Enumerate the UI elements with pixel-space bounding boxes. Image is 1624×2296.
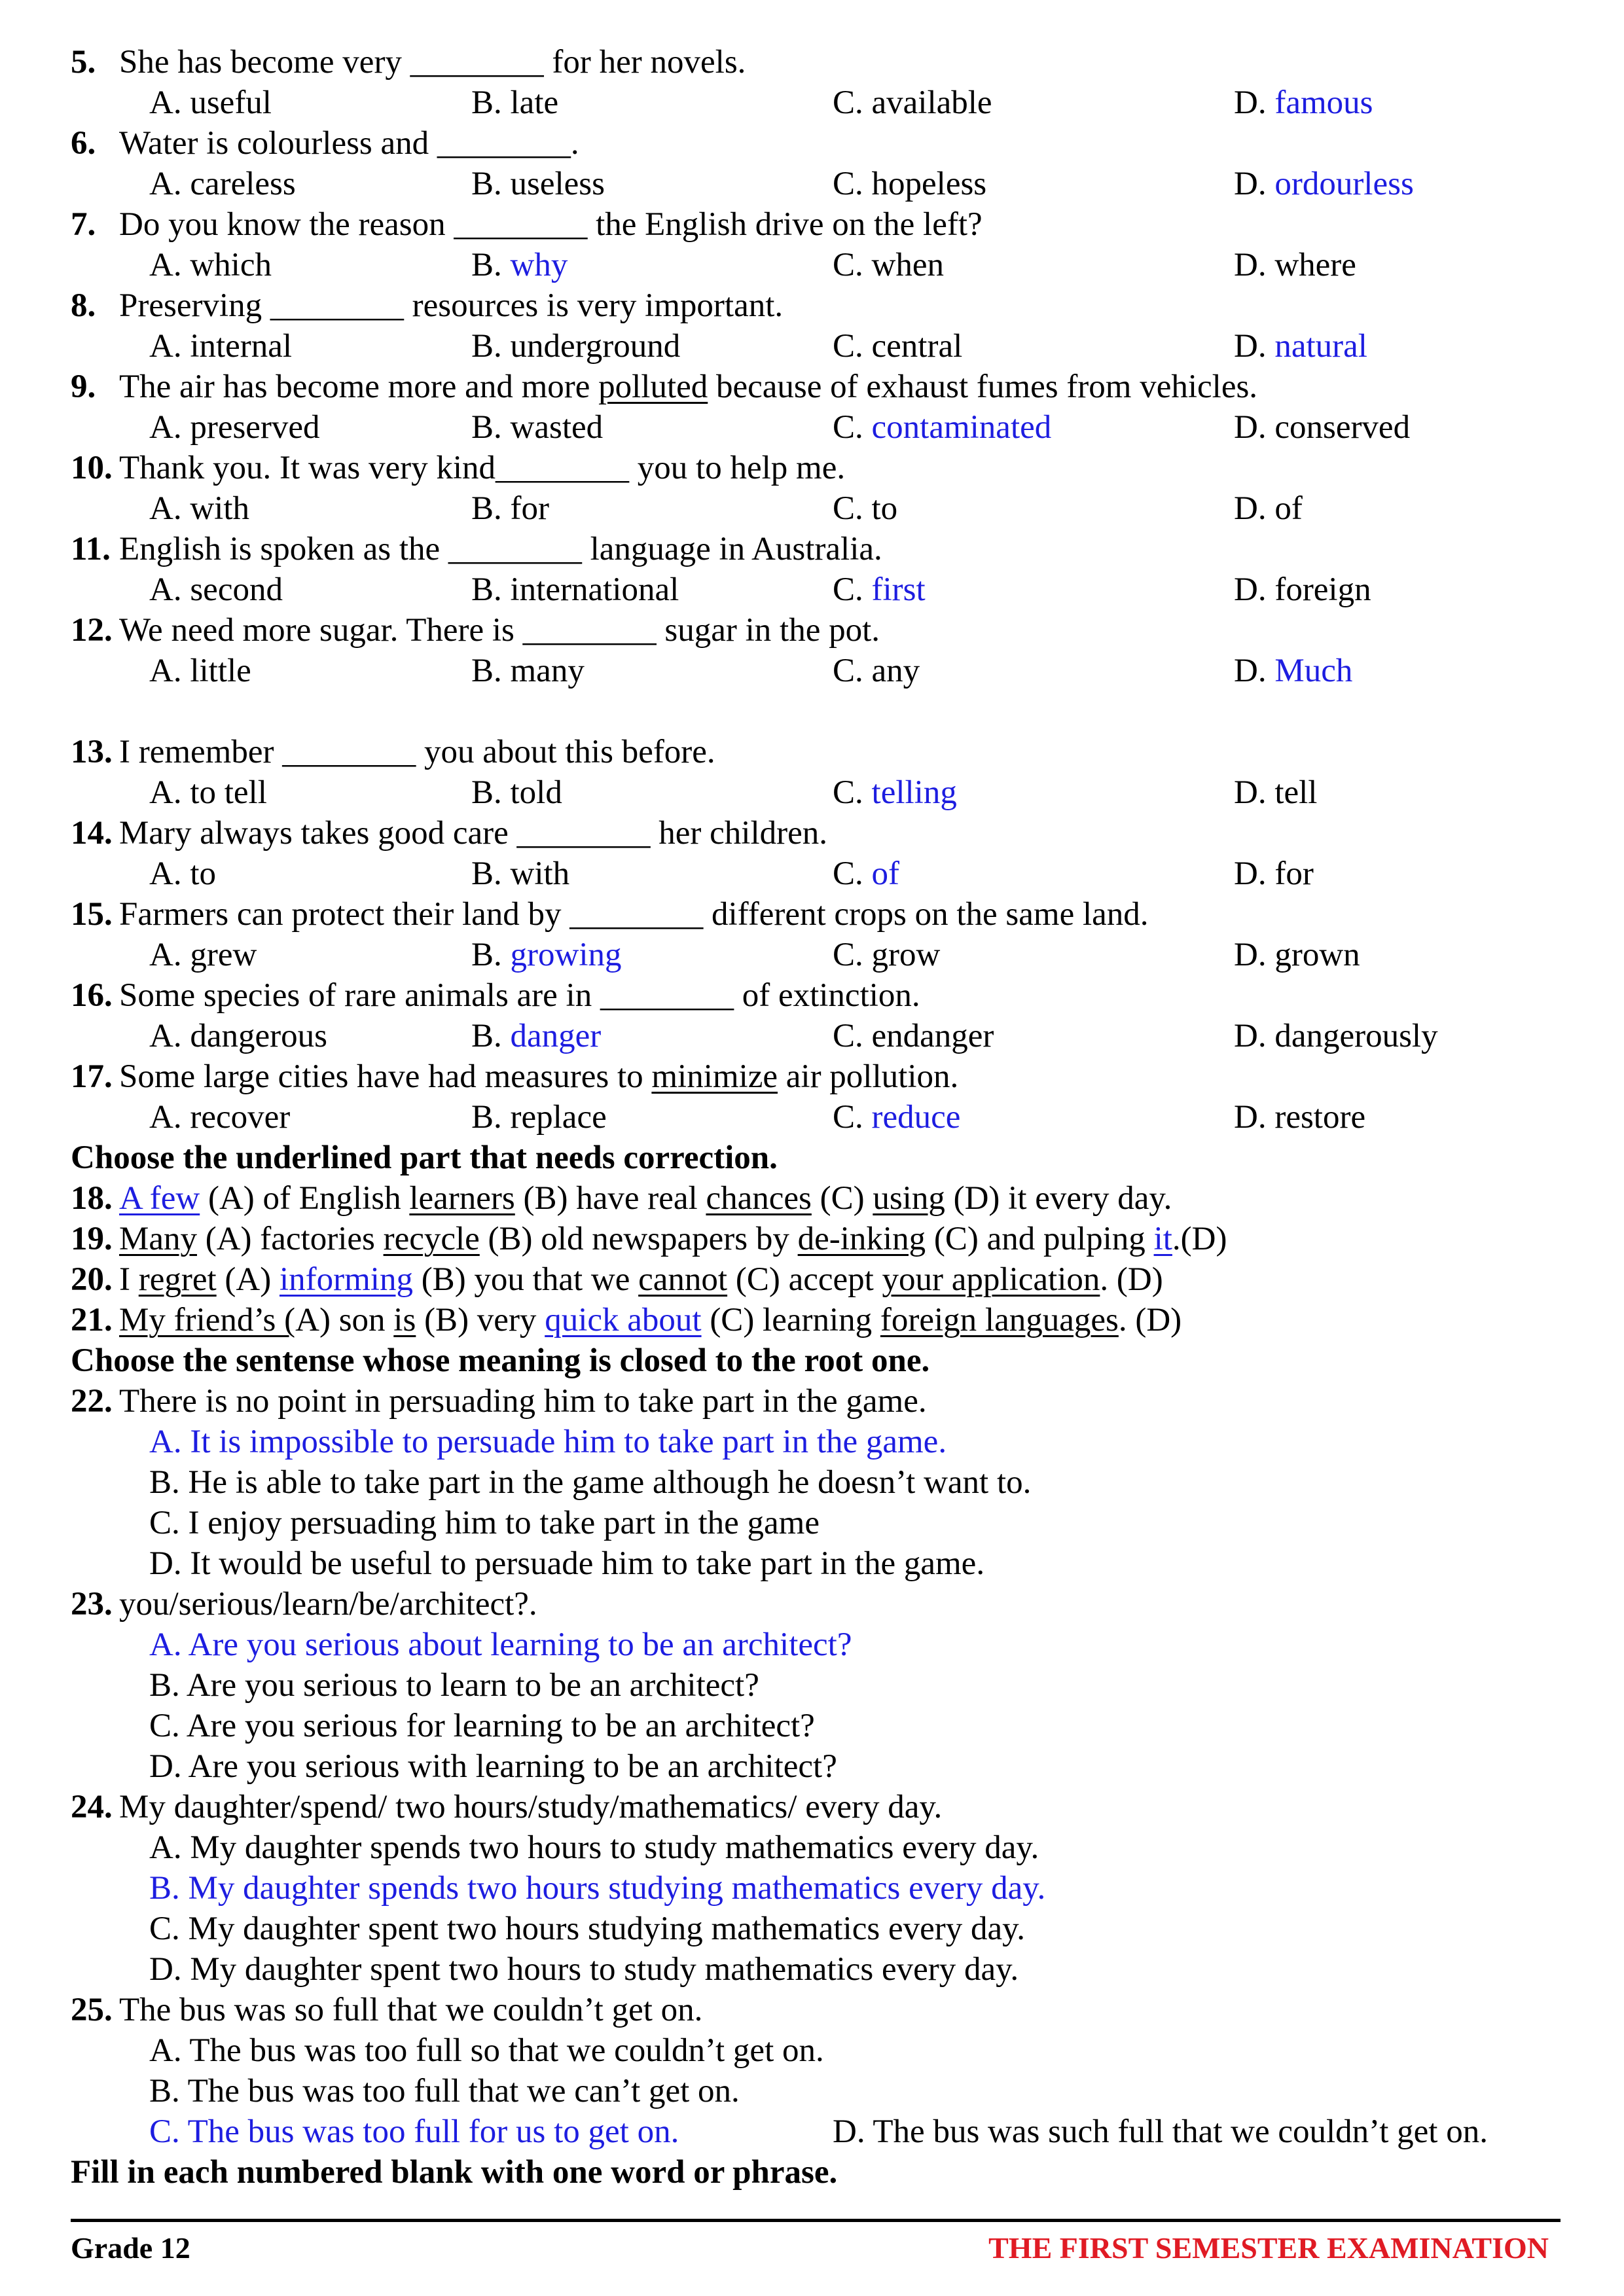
question-stem: We need more sugar. There is ________ sugar in the pot. xyxy=(119,612,880,649)
option-row xyxy=(0,1949,1624,1990)
question-19 xyxy=(0,1219,1624,1259)
option-c: C. available xyxy=(833,84,992,121)
question-24 xyxy=(0,1787,1624,1827)
question-10 xyxy=(0,448,1624,488)
question-stem: Mary always takes good care ________ her children. xyxy=(119,815,827,852)
question-25 xyxy=(0,1990,1624,2030)
option-c xyxy=(833,407,1051,448)
option-row xyxy=(0,1706,1624,1746)
option-a: A. It is impossible to persuade him to take part in the game. xyxy=(149,1424,947,1460)
question-number: 25. xyxy=(71,1992,113,2028)
answer-key: danger xyxy=(510,1018,602,1054)
question-number: 22. xyxy=(71,1383,113,1420)
section-heading: Choose the underlined part that needs correction. xyxy=(71,1139,778,1176)
question-stem xyxy=(119,1219,1227,1259)
underlined-part-b: learners xyxy=(409,1180,515,1217)
question-23 xyxy=(0,1584,1624,1624)
option-c: C. any xyxy=(833,653,920,689)
option-row xyxy=(0,1624,1624,1665)
stem-text: air pollution. xyxy=(778,1058,959,1095)
option-letter: C. xyxy=(833,1099,872,1136)
section-heading: Fill in each numbered blank with one word or phrase. xyxy=(71,2154,838,2191)
stem-text: (B) very xyxy=(416,1302,545,1338)
option-b: B. My daughter spends two hours studying mathematics every day. xyxy=(149,1870,1046,1907)
question-stem xyxy=(119,1178,1172,1219)
underlined-part-d: your application xyxy=(882,1261,1100,1298)
question-stem: Preserving ________ resources is very important. xyxy=(119,287,784,324)
question-stem: you/serious/learn/be/architect?. xyxy=(119,1586,537,1623)
question-number: 11. xyxy=(71,531,111,567)
option-letter: B. xyxy=(471,1018,511,1054)
option-d: D. dangerously xyxy=(1234,1018,1438,1054)
section-heading-correction xyxy=(0,1138,1624,1178)
section-heading: Choose the sentense whose meaning is closed to the root one. xyxy=(71,1342,930,1379)
underlined-part-c: cannot xyxy=(638,1261,728,1298)
stem-text: Some large cities have had measures to xyxy=(119,1058,652,1095)
option-b xyxy=(471,935,622,975)
option-letter: B. xyxy=(471,247,511,283)
option-row xyxy=(0,1503,1624,1543)
option-a: A. little xyxy=(149,653,251,689)
answer-key: reduce xyxy=(871,1099,961,1136)
question-14 xyxy=(0,813,1624,853)
stem-text: .(D) xyxy=(1172,1221,1227,1257)
question-22 xyxy=(0,1381,1624,1422)
option-a: A. useful xyxy=(149,84,272,121)
stem-text: The air has become more and more xyxy=(119,368,599,405)
option-d: D. foreign xyxy=(1234,571,1371,608)
option-a: A. second xyxy=(149,571,283,608)
question-stem: Thank you. It was very kind________ you to help me. xyxy=(119,450,846,486)
option-c xyxy=(833,1097,960,1138)
option-letter: D. xyxy=(1234,328,1275,365)
question-16 xyxy=(0,975,1624,1016)
options-17 xyxy=(0,1097,1624,1138)
question-stem: Do you know the reason ________ the English drive on the left? xyxy=(119,206,983,243)
option-c xyxy=(833,853,899,894)
option-row xyxy=(0,2030,1624,2071)
options-15 xyxy=(0,935,1624,975)
stem-text: (A) xyxy=(216,1261,280,1298)
question-8 xyxy=(0,285,1624,326)
question-12 xyxy=(0,610,1624,651)
question-number: 14. xyxy=(71,815,113,852)
option-letter: C. xyxy=(833,409,872,446)
option-a: A. The bus was too full so that we couldn’t get on. xyxy=(149,2032,824,2069)
option-a: A. which xyxy=(149,247,272,283)
underlined-part-c: quick about xyxy=(545,1302,702,1338)
footer-divider xyxy=(71,2219,1561,2222)
question-number: 7. xyxy=(71,206,96,243)
option-a: A. grew xyxy=(149,937,257,973)
option-letter: C. xyxy=(833,571,872,608)
question-number: 21. xyxy=(71,1302,113,1338)
option-c: C. central xyxy=(833,328,963,365)
question-number: 15. xyxy=(71,896,113,933)
answer-key: of xyxy=(871,855,900,892)
option-letter: D. xyxy=(1234,166,1275,202)
underlined-part-a: A few xyxy=(119,1180,200,1217)
option-b: B. wasted xyxy=(471,409,604,446)
option-row xyxy=(0,1543,1624,1584)
options-9 xyxy=(0,407,1624,448)
options-12 xyxy=(0,651,1624,691)
option-d: D. Are you serious with learning to be an architect? xyxy=(149,1748,837,1785)
option-row xyxy=(0,1868,1624,1909)
options-7 xyxy=(0,245,1624,285)
option-letter: B. xyxy=(471,937,511,973)
question-stem xyxy=(119,1300,1182,1340)
underlined-part-c: chances xyxy=(706,1180,812,1217)
option-a: A. to tell xyxy=(149,774,267,811)
question-number: 24. xyxy=(71,1789,113,1825)
option-row xyxy=(0,1462,1624,1503)
option-row xyxy=(0,2071,1624,2111)
answer-key: why xyxy=(510,247,568,283)
option-row xyxy=(0,2111,1624,2152)
option-d: D. conserved xyxy=(1234,409,1411,446)
answer-key: famous xyxy=(1274,84,1373,121)
option-b: B. Are you serious to learn to be an architect? xyxy=(149,1667,759,1704)
stem-text: (B) old newspapers by xyxy=(479,1221,798,1257)
answer-key: contaminated xyxy=(871,409,1052,446)
question-18 xyxy=(0,1178,1624,1219)
stem-text: because of exhaust fumes from vehicles. xyxy=(708,368,1258,405)
question-stem: The bus was so full that we couldn’t get on. xyxy=(119,1992,703,2028)
question-17 xyxy=(0,1056,1624,1097)
footer-exam-title: THE FIRST SEMESTER EXAMINATION xyxy=(988,2231,1549,2265)
question-number: 5. xyxy=(71,44,96,81)
question-number: 12. xyxy=(71,612,113,649)
options-11 xyxy=(0,569,1624,610)
option-c xyxy=(833,569,926,610)
option-c: C. The bus was too full for us to get on. xyxy=(149,2113,679,2150)
stem-text: (C) xyxy=(811,1180,873,1217)
question-number: 9. xyxy=(71,368,96,405)
question-number: 10. xyxy=(71,450,113,486)
option-c: C. hopeless xyxy=(833,166,987,202)
question-stem: My daughter/spend/ two hours/study/mathematics/ every day. xyxy=(119,1789,943,1825)
option-d xyxy=(1234,651,1352,691)
option-b: B. international xyxy=(471,571,679,608)
section-heading-fill xyxy=(0,2152,1624,2193)
question-13 xyxy=(0,732,1624,772)
option-row xyxy=(0,1665,1624,1706)
question-number: 17. xyxy=(71,1058,113,1095)
option-a: A. dangerous xyxy=(149,1018,327,1054)
option-a: A. recover xyxy=(149,1099,291,1136)
underlined-word: polluted xyxy=(598,368,708,405)
stem-text: A) son xyxy=(295,1302,394,1338)
option-c: C. I enjoy persuading him to take part in the game xyxy=(149,1505,820,1541)
stem-text: I xyxy=(119,1261,139,1298)
question-number: 23. xyxy=(71,1586,113,1623)
question-stem: I remember ________ you about this before. xyxy=(119,734,715,770)
question-7 xyxy=(0,204,1624,245)
question-5 xyxy=(0,42,1624,82)
answer-key: ordourless xyxy=(1274,166,1414,202)
option-d: D. It would be useful to persuade him to take part in the game. xyxy=(149,1545,985,1582)
option-b: B. many xyxy=(471,653,585,689)
option-d xyxy=(1234,82,1373,123)
underlined-part-a: Many xyxy=(119,1221,197,1257)
option-letter: C. xyxy=(833,774,872,811)
stem-text: (A) of English xyxy=(200,1180,410,1217)
stem-text: (C) accept xyxy=(727,1261,882,1298)
question-stem xyxy=(119,367,1257,407)
options-10 xyxy=(0,488,1624,529)
question-stem xyxy=(119,1259,1163,1300)
option-a: A. My daughter spends two hours to study mathematics every day. xyxy=(149,1829,1039,1866)
question-number: 13. xyxy=(71,734,113,770)
option-b: B. for xyxy=(471,490,549,527)
option-d xyxy=(1234,164,1414,204)
option-c: C. grow xyxy=(833,937,941,973)
option-b: B. replace xyxy=(471,1099,607,1136)
footer-grade: Grade 12 xyxy=(71,2231,190,2265)
option-d: D. where xyxy=(1234,247,1356,283)
option-b xyxy=(471,245,568,285)
option-d: D. grown xyxy=(1234,937,1360,973)
option-a: A. preserved xyxy=(149,409,320,446)
option-d: D. tell xyxy=(1234,774,1318,811)
option-d: D. restore xyxy=(1234,1099,1366,1136)
stem-text: (B) have real xyxy=(514,1180,706,1217)
underlined-part-a: regret xyxy=(138,1261,217,1298)
option-d: D. of xyxy=(1234,490,1303,527)
underlined-part-b: is xyxy=(393,1302,416,1338)
option-d xyxy=(1234,326,1367,367)
option-c xyxy=(833,772,957,813)
question-stem: Water is colourless and ________. xyxy=(119,125,579,162)
option-letter: D. xyxy=(1234,84,1275,121)
option-d: D. for xyxy=(1234,855,1314,892)
options-6 xyxy=(0,164,1624,204)
underlined-part-d: using xyxy=(873,1180,945,1217)
option-c: C. Are you serious for learning to be an architect? xyxy=(149,1708,815,1744)
option-b xyxy=(471,1016,601,1056)
underlined-part-a: My friend’s ( xyxy=(119,1302,296,1338)
question-21 xyxy=(0,1300,1624,1340)
option-a: A. to xyxy=(149,855,216,892)
question-stem xyxy=(119,1056,958,1097)
option-row xyxy=(0,1422,1624,1462)
option-b: B. with xyxy=(471,855,570,892)
option-row xyxy=(0,1746,1624,1787)
option-letter: D. xyxy=(1234,653,1275,689)
option-d: D. The bus was such full that we couldn’t get on. xyxy=(833,2113,1488,2150)
option-b: B. late xyxy=(471,84,559,121)
option-c: C. endanger xyxy=(833,1018,994,1054)
section-heading-meaning xyxy=(0,1340,1624,1381)
stem-text: (D) it every day. xyxy=(945,1180,1172,1217)
stem-text: . (D) xyxy=(1100,1261,1163,1298)
option-b: B. useless xyxy=(471,166,605,202)
question-20 xyxy=(0,1259,1624,1300)
stem-text: . (D) xyxy=(1118,1302,1182,1338)
option-a: A. with xyxy=(149,490,249,527)
underlined-part-d: foreign languages xyxy=(880,1302,1119,1338)
option-b: B. underground xyxy=(471,328,681,365)
option-b: B. told xyxy=(471,774,562,811)
question-stem: Some species of rare animals are in ________ of extinction. xyxy=(119,977,920,1014)
underlined-word: minimize xyxy=(651,1058,778,1095)
question-6 xyxy=(0,123,1624,164)
option-row xyxy=(0,1909,1624,1949)
answer-key: Much xyxy=(1274,653,1353,689)
question-number: 6. xyxy=(71,125,96,162)
question-stem: There is no point in persuading him to take part in the game. xyxy=(119,1383,927,1420)
answer-key: first xyxy=(871,571,926,608)
question-9 xyxy=(0,367,1624,407)
underlined-part-c: de-inking xyxy=(797,1221,926,1257)
question-number: 19. xyxy=(71,1221,113,1257)
stem-text: (B) you that we xyxy=(412,1261,639,1298)
option-a: A. Are you serious about learning to be an architect? xyxy=(149,1626,852,1663)
options-13 xyxy=(0,772,1624,813)
option-b: B. The bus was too full that we can’t get on. xyxy=(149,2073,740,2109)
option-letter: C. xyxy=(833,855,872,892)
question-number: 16. xyxy=(71,977,113,1014)
option-c: C. when xyxy=(833,247,944,283)
options-14 xyxy=(0,853,1624,894)
options-8 xyxy=(0,326,1624,367)
option-c: C. My daughter spent two hours studying mathematics every day. xyxy=(149,1910,1026,1947)
question-15 xyxy=(0,894,1624,935)
stem-text: (C) and pulping xyxy=(926,1221,1154,1257)
option-d: D. My daughter spent two hours to study mathematics every day. xyxy=(149,1951,1019,1988)
question-11 xyxy=(0,529,1624,569)
option-a: A. careless xyxy=(149,166,296,202)
stem-text: (C) learning xyxy=(701,1302,880,1338)
question-stem: Farmers can protect their land by ________ different crops on the same land. xyxy=(119,896,1149,933)
option-b: B. He is able to take part in the game although he doesn’t want to. xyxy=(149,1464,1032,1501)
question-number: 18. xyxy=(71,1180,113,1217)
underlined-part-b: informing xyxy=(279,1261,413,1298)
question-number: 8. xyxy=(71,287,96,324)
underlined-part-d: it xyxy=(1153,1221,1172,1257)
answer-key: natural xyxy=(1274,328,1367,365)
answer-key: growing xyxy=(510,937,622,973)
options-5 xyxy=(0,82,1624,123)
option-c: C. to xyxy=(833,490,898,527)
question-number: 20. xyxy=(71,1261,113,1298)
option-row xyxy=(0,1827,1624,1868)
answer-key: telling xyxy=(871,774,957,811)
option-a: A. internal xyxy=(149,328,293,365)
stem-text: (A) factories xyxy=(196,1221,384,1257)
underlined-part-b: recycle xyxy=(383,1221,480,1257)
question-stem: English is spoken as the ________ language in Australia. xyxy=(119,531,882,567)
options-16 xyxy=(0,1016,1624,1056)
question-stem: She has become very ________ for her novels. xyxy=(119,44,746,81)
